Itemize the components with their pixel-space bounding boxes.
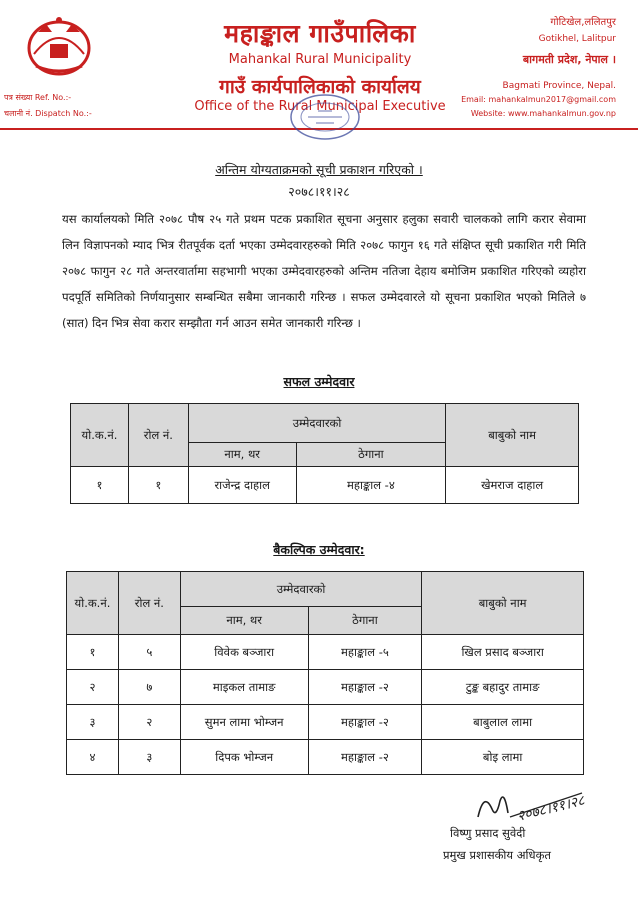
cell-address: महाङ्काल -२	[308, 740, 422, 775]
cell-roll: २	[118, 705, 180, 740]
email-text: Email: mahankalmun2017@gmail.com	[461, 95, 616, 104]
table-row	[67, 635, 584, 670]
cell-name: विवेक बञ्जारा	[180, 635, 308, 670]
website-text: Website: www.mahankalmun.gov.np	[470, 109, 616, 118]
signatory-name: विष्णु प्रसाद सुवेदी	[450, 826, 526, 840]
nepal-emblem-icon	[24, 14, 94, 78]
notice-subject: अन्तिम योग्यताक्रमको सूची प्रकाशन गरिएको ।	[215, 162, 423, 177]
cell-address: महाङ्काल -४	[296, 467, 446, 504]
successful-candidates-heading: सफल उम्मेदवार	[283, 374, 355, 389]
successful-candidates-table	[70, 403, 579, 504]
alternate-candidates-table	[66, 571, 584, 775]
cell-sn: ४	[67, 740, 119, 775]
col-header-candidate: उम्मेदवारको	[188, 404, 445, 443]
cell-address: महाङ्काल -२	[308, 670, 422, 705]
col-header-address: ठेगाना	[308, 607, 422, 635]
address-nepali: गोटिखेल,ललितपुर	[550, 17, 616, 28]
municipality-title-nepali: महाङ्काल गाउँपालिका	[224, 19, 416, 48]
cell-roll: ५	[118, 635, 180, 670]
cell-sn: २	[67, 670, 119, 705]
municipality-title-english: Mahankal Rural Municipality	[228, 52, 412, 67]
table-row	[67, 705, 584, 740]
office-stamp-icon	[288, 92, 362, 142]
address-english: Gotikhel, Lalitpur	[538, 34, 616, 44]
col-header-sn: यो.क.नं.	[67, 572, 119, 635]
signature-date: २०७८।११।२८	[515, 792, 587, 825]
table-row	[67, 740, 584, 775]
province-english: Bagmati Province, Nepal.	[502, 81, 616, 91]
province-nepali: बागमती प्रदेश, नेपाल ।	[522, 53, 616, 66]
signatory-designation: प्रमुख प्रशासकीय अधिकृत	[443, 848, 551, 862]
col-header-father: बाबुको नाम	[422, 572, 584, 635]
cell-address: महाङ्काल -५	[308, 635, 422, 670]
cell-father: खेमराज दाहाल	[446, 467, 579, 504]
table-row	[67, 670, 584, 705]
cell-father: टुङ्क बहादुर तामाङ	[422, 670, 584, 705]
cell-sn: १	[67, 635, 119, 670]
office-title-english: Office of the Rural Municipal Executive	[194, 99, 446, 114]
col-header-name: नाम, थर	[188, 443, 296, 467]
cell-roll: ७	[118, 670, 180, 705]
cell-roll: ३	[118, 740, 180, 775]
dispatch-number-label: चलानी नं. Dispatch No.:-	[4, 109, 92, 118]
cell-name: दिपक भोम्जन	[180, 740, 308, 775]
handwritten-signature-icon	[470, 787, 590, 827]
notice-body: यस कार्यालयको मिति २०७८ पौष २५ गते प्रथम पटक प्रकाशित सूचना अनुसार हलुका सवारी चालकको लागि करार सेवामा लिन विज्ञापनको म्याद भित्र रीतपूर्वक दर्ता भएका उम्मेदवारहरुको मिति २०७८ फागुन १६ गते संक्षिप्त सूची प्रकाशित गरी मिति २०७८ फागुन २८ गते अन्तरवार्तामा सहभागी भएका उम्मेदवारहरुको अन्तिम नतिजा देहाय बमोजिम प्रकाशित गरिएको व्यहोरा पदपूर्ति समितिको निर्णयानुसार सम्बन्धित सबैमा जानकारी गरिन्छ । सफल उम्मेदवारले यो सूचना प्रकाशित भएको मितिले ७ (सात) दिन भित्र सेवा करार सम्झौता गर्न आउन समेत जानकारी गरिन्छ ।	[62, 212, 586, 330]
cell-roll: १	[128, 467, 188, 504]
cell-name: सुमन लामा भोम्जन	[180, 705, 308, 740]
col-header-candidate: उम्मेदवारको	[180, 572, 422, 607]
office-title-nepali: गाउँ कार्यपालिकाको कार्यालय	[219, 76, 421, 98]
col-header-name: नाम, थर	[180, 607, 308, 635]
col-header-roll: रोल नं.	[128, 404, 188, 467]
col-header-address: ठेगाना	[296, 443, 446, 467]
table-row	[71, 467, 579, 504]
col-header-roll: रोल नं.	[118, 572, 180, 635]
notice-date: २०७८।११।२८	[288, 184, 350, 199]
cell-sn: ३	[67, 705, 119, 740]
col-header-father: बाबुको नाम	[446, 404, 579, 467]
cell-father: बोइ लामा	[422, 740, 584, 775]
cell-name: राजेन्द्र दाहाल	[188, 467, 296, 504]
col-header-sn: यो.क.नं.	[71, 404, 129, 467]
ref-number-label: पत्र संख्या Ref. No.:-	[4, 93, 72, 102]
cell-name: माइकल तामाङ	[180, 670, 308, 705]
cell-sn: १	[71, 467, 129, 504]
cell-address: महाङ्काल -२	[308, 705, 422, 740]
alternate-candidates-heading: बैकल्पिक उम्मेदवार:	[273, 542, 365, 557]
cell-father: बाबुलाल लामा	[422, 705, 584, 740]
cell-father: खिल प्रसाद बञ्जारा	[422, 635, 584, 670]
